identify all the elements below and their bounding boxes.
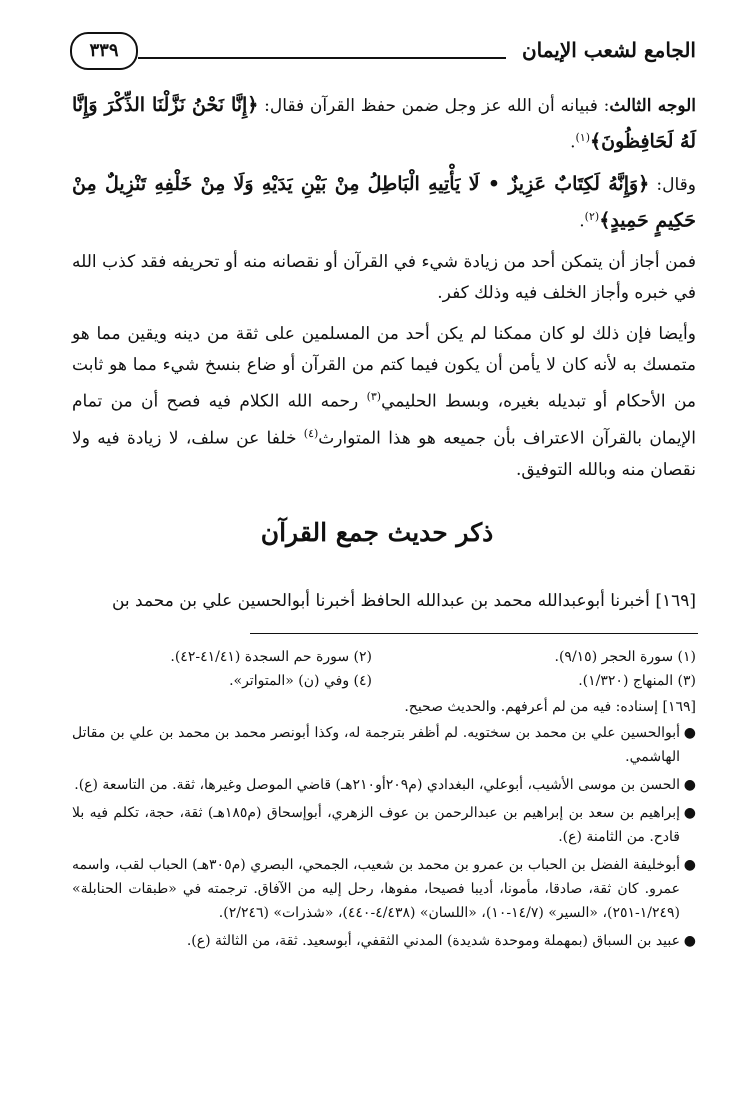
paragraph-end: . [570, 132, 576, 153]
narrator-text: الحسن بن موسى الأشيب، أبوعلي، البغدادي (م٢٠٩أو٢١٠هـ) قاضي الموصل وغيرها، ثقة. من التاسعة (ع). [74, 777, 680, 793]
header-rule [138, 57, 506, 59]
paragraph-text: وأيضا فإن ذلك لو كان ممكنا لم يكن أحد من المسلمين على ثقة من دينه ويقين مما هو متمسك به لأنه كان لا يأمن أن يكون فيما كتم من القرآن أو ضاع بنسخ شيء مما هو ثابت من الأحكام أو تبديله بغيره، وبسط الحليمي [72, 324, 696, 412]
footnote-ref-3: (٣) [366, 390, 382, 404]
narrator-list [72, 721, 696, 953]
bullet-icon: ● [683, 857, 696, 873]
footnote-ref-2: (٢) [584, 209, 600, 223]
paragraph-halimi [72, 319, 696, 485]
paragraph-third-aspect [72, 90, 696, 159]
quran-verse: ﴿وَإِنَّهُ لَكِتَابٌ عَزِيزٌ • لَا يَأْتِيهِ الْبَاطِلُ مِنْ بَيْنِ يَدَيْهِ وَلَا مِنْ خَلْفِهِ تَنْزِيلٌ مِنْ حَكِيمٍ حَمِيدٍ﴾ [72, 172, 696, 232]
bullet-icon: ● [683, 933, 696, 949]
narrator-text: عبيد بن السباق (بمهملة وموحدة شديدة) المدني الثقفي، أبوسعيد. ثقة، من الثالثة (ع). [186, 933, 680, 949]
paragraph-text: رحمه الله الكلام فيه فصح أن من تمام الإيمان بالقرآن الاعتراف بأن جميعه هو هذا المتوارث [72, 391, 696, 449]
quran-verse: ﴿إِنَّا نَحْنُ نَزَّلْنَا الذِّكْرَ وَإِنَّا لَهُ لَحَافِظُونَ﴾ [72, 94, 696, 153]
bullet-icon: ● [683, 777, 696, 793]
paragraph-second-verse [72, 169, 696, 238]
paragraph-alteration: فمن أجاز أن يتمكن أحد من زيادة شيء في القرآن أو نقصانه منه أو تحريفه فقد كذب الله في خبره وأجاز الخلف فيه وذلك كفر. [72, 252, 696, 304]
narrator-text: أبوخليفة الفضل بن الحباب بن عمرو بن محمد بن شعيب، الجمحي، البصري (م٣٠٥هـ) الحباب لقب، واسمه عمرو. كان ثقة، صادقا، مأمونا، أديبا فصيحا، مفوها، رحل إليه من الآفاق. ترجمته في «طبقات الحنابلة» (١/٢٤٩-٢٥١)، «السير» (١٤/٧-١٠)، «اللسان» (٤/٤٣٨-٤٤٠)، «شذرات» (٢/٢٤٦). [72, 857, 680, 921]
footnote-ref-4: (٤) [303, 426, 319, 440]
bullet-icon: ● [683, 725, 696, 741]
narrator-item [72, 929, 696, 953]
footnote-3: (٣) المنهاج (١/٣٢٠). [578, 673, 696, 689]
bullet-icon: ● [683, 805, 696, 821]
narrator-item [72, 801, 696, 849]
paragraph-text: وقال: [649, 174, 696, 195]
paragraph-text: خلفا عن سلف، لا زيادة فيه ولا نقصان منه وبالله التوفيق. [72, 428, 696, 480]
footnote-ref-1: (١) [575, 131, 590, 144]
page-number: ٣٣٩ [70, 32, 138, 70]
narrator-item [72, 853, 696, 925]
hadith-isnad-line: [١٦٩] أخبرنا أبوعبدالله محمد بن عبدالله الحافظ أخبرنا أبوالحسين علي بن محمد بن [111, 591, 696, 611]
paragraph-end: . [579, 211, 585, 232]
main-text [72, 90, 696, 496]
narrator-text: إبراهيم بن سعد بن إبراهيم بن عبدالرحمن بن عوف الزهري، أبوإسحاق (م١٨٥هـ) ثقة، حجة، تكلم فيه بلا قادح. من الثامنة (ع). [72, 805, 680, 845]
narrator-item [72, 721, 696, 769]
narrator-text: أبوالحسين علي بن محمد بن سختويه. لم أظفر بترجمة له، وكذا أبونصر محمد بن محمد بن علي بن مقاتل الهاشمي. [72, 725, 680, 765]
footnotes [72, 645, 696, 957]
narrator-item [72, 773, 696, 797]
footnote-separator [250, 633, 698, 634]
footnote-4: (٤) وفي (ن) «المتواتر». [229, 673, 372, 689]
page-header [70, 30, 696, 74]
isnad-note: [١٦٩] إسناده: فيه من لم أعرفهم. والحديث صحيح. [404, 699, 696, 715]
paragraph-lead: الوجه الثالث [609, 96, 697, 116]
footnote-2: (٢) سورة حم السجدة (٤١/٤١-٤٢). [170, 649, 372, 665]
footnote-1: (١) سورة الحجر (٩/١٥). [554, 649, 696, 665]
footnote-grid [72, 645, 696, 693]
paragraph-text: : فبيانه أن الله عز وجل ضمن حفظ القرآن فقال: [258, 96, 610, 116]
section-heading: ذكر حديث جمع القرآن [260, 518, 494, 547]
running-title: الجامع لشعب الإيمان [521, 38, 696, 62]
